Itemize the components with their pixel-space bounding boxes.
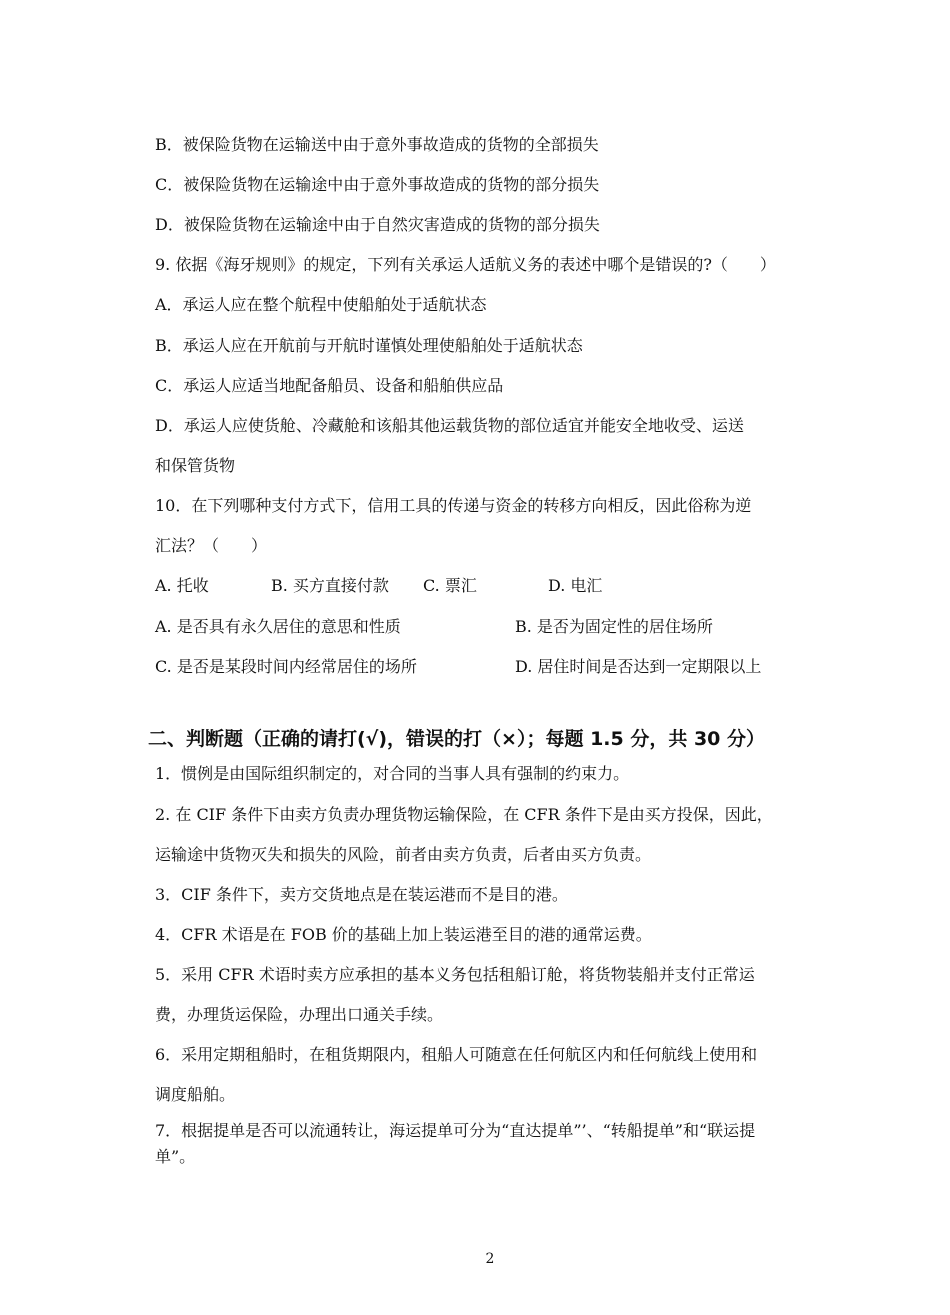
q9-option-d-cont: 和保管货物 [155, 456, 236, 475]
extra-option-a: A. 是否具有永久居住的意思和性质 [155, 617, 401, 636]
s2-line-9: 调度船舶。 [155, 1085, 236, 1104]
q10-question: 10．在下列哪种支付方式下，信用工具的传递与资金的转移方向相反，因此俗称为逆 [155, 496, 752, 515]
s2-line-10: 7．根据提单是否可以流通转让，海运提单可分为“直达提单”’、“转船提单”和“联运提 [155, 1121, 756, 1140]
q10-question-cont: 汇法？（ ） [155, 536, 268, 555]
section2-heading: 二、判断题（正确的请打(√)，错误的打（×）；每题 1.5 分，共 30 分） [148, 728, 766, 750]
q10-option-a: A. 托收 [155, 576, 209, 595]
q8-option-c: C．被保险货物在运输途中由于意外事故造成的货物的部分损失 [155, 175, 600, 194]
s2-line-4: 3．CIF 条件下，卖方交货地点是在装运港而不是目的港。 [155, 885, 568, 904]
s2-line-11: 单”。 [155, 1147, 196, 1166]
s2-line-7: 费，办理货运保险，办理出口通关手续。 [155, 1005, 444, 1024]
q9-option-b: B．承运人应在开航前与开航时谨慎处理使船舶处于适航状态 [155, 336, 583, 355]
q10-option-b: B. 买方直接付款 [271, 576, 389, 595]
s2-line-8: 6．采用定期租船时，在租货期限内，租船人可随意在任何航区内和任何航线上使用和 [155, 1045, 758, 1064]
s2-line-1: 1．惯例是由国际组织制定的，对合同的当事人具有强制的约束力。 [155, 764, 630, 783]
q10-options-row [155, 575, 655, 597]
q10-option-d: D. 电汇 [548, 576, 603, 595]
page-number: 2 [485, 1251, 495, 1267]
extra-options-row-2 [155, 656, 835, 678]
s2-line-6: 5．采用 CFR 术语时卖方应承担的基本义务包括租船订舱，将货物装船并支付正常运 [155, 965, 755, 984]
extra-options-row-1 [155, 616, 835, 638]
extra-option-c: C. 是否是某段时间内经常居住的场所 [155, 657, 417, 676]
q9-question: 9. 依据《海牙规则》的规定，下列有关承运人适航义务的表述中哪个是错误的?（ ） [155, 255, 776, 274]
extra-option-d: D. 居住时间是否达到一定期限以上 [515, 657, 762, 676]
q8-option-d: D．被保险货物在运输途中由于自然灾害造成的货物的部分损失 [155, 215, 600, 234]
q9-option-c: C．承运人应适当地配备船员、设备和船舶供应品 [155, 376, 504, 395]
s2-line-3: 运输途中货物灭失和损失的风险，前者由卖方负责，后者由买方负责。 [155, 845, 652, 864]
q9-option-d: D．承运人应使货舱、冷藏舱和该船其他运载货物的部位适宜并能安全地收受、运送 [155, 416, 744, 435]
extra-option-b: B. 是否为固定性的居住场所 [515, 617, 713, 636]
s2-line-2: 2. 在 CIF 条件下由卖方负责办理货物运输保险，在 CFR 条件下是由买方投保，因此， [155, 805, 773, 824]
q8-option-b: B．被保险货物在运输送中由于意外事故造成的货物的全部损失 [155, 135, 599, 154]
q10-option-c: C. 票汇 [423, 576, 477, 595]
s2-line-5: 4．CFR 术语是在 FOB 价的基础上加上装运港至目的港的通常运费。 [155, 925, 652, 944]
q9-option-a: A．承运人应在整个航程中使船舶处于适航状态 [155, 295, 487, 314]
